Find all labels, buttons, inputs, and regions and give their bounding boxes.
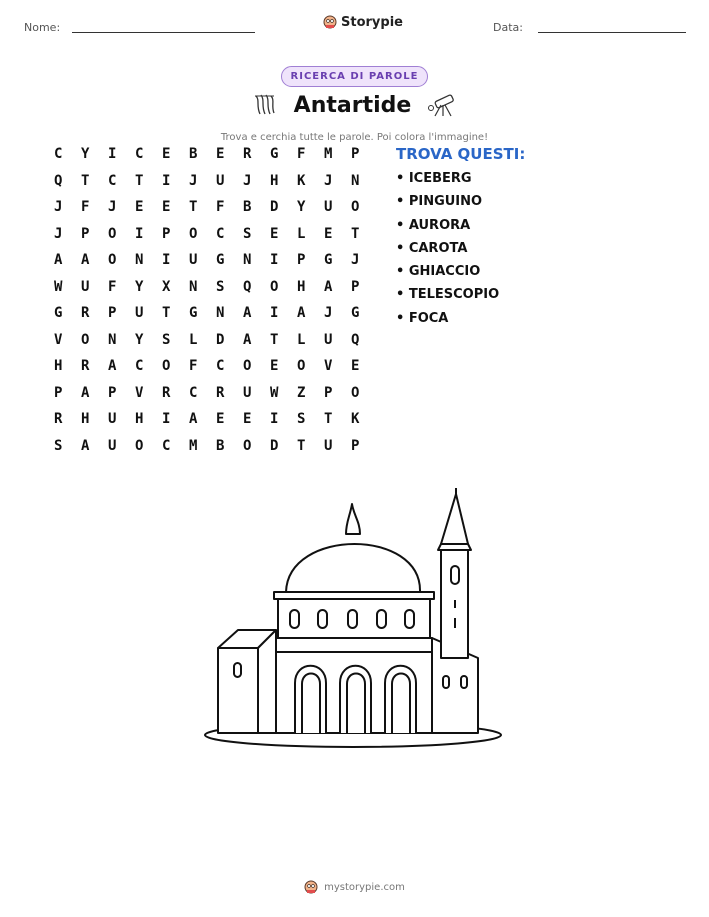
grid-letter: Y: [135, 278, 144, 295]
grid-letter: O: [297, 358, 306, 374]
grid-letter: M: [324, 146, 333, 162]
grid-letter: A: [243, 305, 252, 321]
grid-letter: A: [81, 384, 90, 401]
grid-letter: D: [270, 437, 279, 454]
brand-name: Storypie: [341, 14, 403, 30]
name-line: [72, 32, 255, 33]
grid-letter: K: [351, 411, 360, 427]
title-row: [0, 92, 709, 118]
grid-letter: J: [243, 172, 252, 189]
grid-letter: V: [135, 384, 144, 401]
grid-letter: I: [270, 305, 279, 321]
grid-letter: T: [135, 172, 144, 189]
storypie-mascot-icon: [323, 14, 337, 30]
grid-letter: J: [189, 172, 198, 189]
grid-letter: U: [324, 331, 333, 348]
grid-letter: C: [108, 172, 117, 189]
grid-letter: U: [216, 172, 225, 189]
grid-letter: U: [189, 252, 198, 268]
grid-letter: T: [81, 172, 90, 189]
grid-letter: I: [108, 146, 117, 162]
grid-letter: Y: [135, 331, 144, 348]
instructions: Trova e cerchia tutte le parole. Poi colora l'immagine!: [220, 132, 489, 143]
grid-letter: C: [189, 384, 198, 401]
word-item: • PINGUINO: [396, 194, 483, 210]
page-title: Antartide: [293, 92, 412, 118]
grid-letter: N: [135, 252, 144, 268]
grid-letter: Q: [243, 278, 252, 295]
footer-url: mystorypie.com: [324, 881, 405, 893]
grid-letter: S: [243, 225, 252, 242]
grid-letter: G: [351, 305, 360, 321]
grid-letter: T: [189, 199, 198, 215]
grid-letter: G: [324, 252, 333, 268]
grid-letter: E: [162, 146, 171, 162]
grid-letter: O: [351, 199, 360, 215]
grid-letter: P: [297, 252, 306, 268]
grid-letter: K: [297, 172, 306, 189]
grid-letter: E: [135, 199, 144, 215]
grid-letter: V: [54, 331, 63, 348]
grid-letter: G: [216, 252, 225, 268]
grid-letter: V: [324, 358, 333, 374]
word-item: • FOCA: [396, 310, 449, 326]
grid-letter: L: [189, 331, 198, 348]
grid-letter: O: [189, 225, 198, 242]
aurora-icon: [252, 92, 278, 118]
grid-letter: N: [351, 172, 360, 189]
grid-letter: U: [108, 437, 117, 454]
grid-letter: L: [297, 331, 306, 348]
footer: [304, 879, 405, 895]
grid-letter: I: [162, 252, 171, 268]
brand-logo: [323, 14, 403, 30]
grid-letter: U: [243, 384, 252, 401]
grid-letter: E: [216, 411, 225, 427]
grid-letter: N: [108, 331, 117, 348]
grid-letter: Y: [81, 146, 90, 162]
grid-letter: Q: [54, 172, 63, 189]
grid-letter: U: [81, 278, 90, 295]
word-item: • GHIACCIO: [396, 264, 481, 280]
grid-letter: N: [189, 278, 198, 295]
grid-letter: R: [243, 146, 252, 162]
grid-letter: I: [162, 411, 171, 427]
grid-letter: G: [54, 305, 63, 321]
grid-letter: U: [108, 411, 117, 427]
letter-grid: [54, 146, 378, 464]
grid-letter: R: [81, 358, 90, 374]
word-list: [396, 145, 525, 334]
grid-letter: T: [162, 305, 171, 321]
grid-letter: H: [54, 358, 63, 374]
grid-letter: E: [243, 411, 252, 427]
grid-letter: T: [351, 225, 360, 242]
grid-letter: U: [324, 199, 333, 215]
word-item: • TELESCOPIO: [396, 287, 500, 303]
grid-letter: C: [216, 225, 225, 242]
grid-letter: U: [135, 305, 144, 321]
grid-letter: Q: [351, 331, 360, 348]
grid-letter: S: [162, 331, 171, 348]
grid-letter: A: [189, 411, 198, 427]
grid-letter: R: [81, 305, 90, 321]
building-illustration: [200, 488, 510, 753]
grid-letter: T: [324, 411, 333, 427]
grid-letter: M: [189, 437, 198, 454]
grid-letter: P: [351, 146, 360, 162]
grid-letter: G: [189, 305, 198, 321]
grid-letter: N: [243, 252, 252, 268]
grid-letter: O: [162, 358, 171, 374]
grid-letter: A: [81, 437, 90, 454]
grid-letter: X: [162, 278, 171, 295]
grid-letter: P: [81, 225, 90, 242]
grid-letter: H: [297, 278, 306, 295]
grid-letter: I: [135, 225, 144, 242]
grid-letter: Z: [297, 384, 306, 401]
grid-letter: J: [324, 305, 333, 321]
grid-letter: P: [162, 225, 171, 242]
grid-letter: P: [108, 305, 117, 321]
grid-letter: P: [351, 278, 360, 295]
grid-letter: I: [270, 252, 279, 268]
grid-letter: F: [81, 199, 90, 215]
grid-letter: T: [297, 437, 306, 454]
grid-letter: D: [270, 199, 279, 215]
grid-letter: E: [216, 146, 225, 162]
grid-letter: U: [324, 437, 333, 454]
grid-letter: C: [135, 358, 144, 374]
grid-letter: F: [216, 199, 225, 215]
storypie-mascot-icon: [304, 879, 318, 895]
instructions-wrap: [0, 127, 709, 145]
grid-letter: P: [54, 384, 63, 401]
grid-letter: E: [162, 199, 171, 215]
grid-letter: W: [54, 278, 63, 295]
grid-letter: F: [108, 278, 117, 295]
grid-letter: C: [216, 358, 225, 374]
grid-letter: O: [108, 225, 117, 242]
grid-letter: S: [216, 278, 225, 295]
grid-letter: Y: [297, 199, 306, 215]
grid-letter: S: [54, 437, 63, 454]
grid-letter: L: [297, 225, 306, 242]
grid-letter: I: [162, 172, 171, 189]
grid-letter: A: [297, 305, 306, 321]
grid-letter: B: [216, 437, 225, 454]
grid-letter: J: [351, 252, 360, 268]
grid-letter: S: [297, 411, 306, 427]
grid-letter: J: [324, 172, 333, 189]
name-label: Nome:: [24, 21, 61, 34]
grid-letter: O: [243, 437, 252, 454]
grid-letter: E: [351, 358, 360, 374]
date-line: [538, 32, 686, 33]
word-list-title: TROVA QUESTI:: [396, 145, 526, 163]
grid-letter: R: [216, 384, 225, 401]
grid-letter: B: [189, 146, 198, 162]
grid-letter: A: [243, 331, 252, 348]
grid-letter: B: [243, 199, 252, 215]
grid-letter: C: [162, 437, 171, 454]
grid-letter: W: [270, 384, 279, 401]
word-item: • AURORA: [396, 217, 471, 233]
grid-letter: E: [270, 358, 279, 374]
category-badge: RICERCA DI PAROLE: [281, 66, 429, 87]
grid-letter: F: [297, 146, 306, 162]
grid-letter: C: [135, 146, 144, 162]
grid-letter: I: [270, 411, 279, 427]
grid-letter: O: [270, 278, 279, 295]
grid-letter: R: [162, 384, 171, 401]
grid-letter: J: [108, 199, 117, 215]
grid-letter: A: [324, 278, 333, 295]
grid-letter: P: [108, 384, 117, 401]
grid-letter: H: [81, 411, 90, 427]
grid-letter: O: [243, 358, 252, 374]
grid-letter: J: [54, 199, 63, 215]
grid-letter: E: [324, 225, 333, 242]
word-item: • CAROTA: [396, 240, 468, 256]
grid-letter: A: [108, 358, 117, 374]
grid-letter: O: [351, 384, 360, 401]
grid-letter: O: [81, 331, 90, 348]
grid-letter: P: [324, 384, 333, 401]
grid-letter: A: [81, 252, 90, 268]
footer-wrap: [0, 879, 709, 895]
grid-letter: R: [54, 411, 63, 427]
word-item: • ICEBERG: [396, 171, 472, 186]
grid-letter: T: [270, 331, 279, 348]
badge-wrap: [0, 66, 709, 87]
grid-letter: N: [216, 305, 225, 321]
grid-letter: G: [270, 146, 279, 162]
grid-letter: H: [270, 172, 279, 189]
grid-letter: O: [108, 252, 117, 268]
grid-letter: H: [135, 411, 144, 427]
telescope-icon: [427, 92, 457, 118]
grid-letter: O: [135, 437, 144, 454]
date-label: Data:: [493, 21, 523, 34]
grid-letter: J: [54, 225, 63, 242]
grid-letter: P: [351, 437, 360, 454]
grid-letter: E: [270, 225, 279, 242]
grid-letter: D: [216, 331, 225, 348]
grid-letter: F: [189, 358, 198, 374]
grid-letter: C: [54, 146, 63, 162]
grid-letter: A: [54, 252, 63, 268]
